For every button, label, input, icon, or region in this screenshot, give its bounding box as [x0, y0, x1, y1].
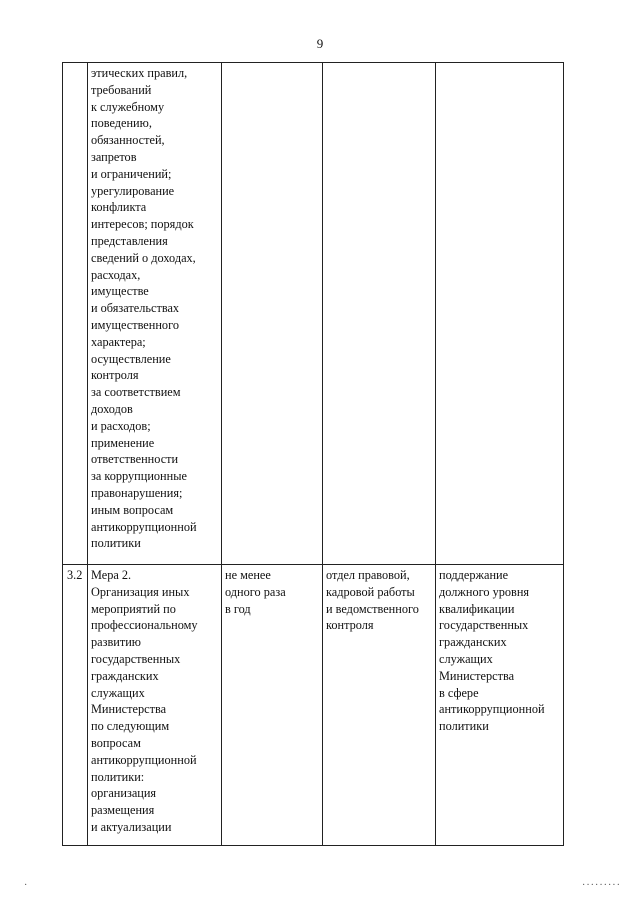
- table-row: [63, 63, 564, 565]
- measure-cell: [88, 565, 222, 846]
- executor-text: отдел правовой, кадровой работы и ведомственного контроля: [326, 568, 419, 633]
- measure-text: этических правил, требований к служебному поведению, обязанностей, запретов и ограничений; урегулирование конфликта интересов; порядок представления сведений о доходах, расходах, имуществе и обязательствах имущественного характера; осуществление контроля за соответствием доходов и расходов; применение ответственности за коррупционные правонарушения; иным вопросам антикоррупционной политики: [91, 66, 197, 551]
- scan-mark: ·: [24, 880, 28, 891]
- row-number: 3.2: [67, 568, 83, 582]
- result-cell: [436, 63, 564, 565]
- term-cell: [222, 565, 323, 846]
- term-cell: [222, 63, 323, 565]
- table-row: [63, 565, 564, 846]
- term-text: не менее одного раза в год: [225, 568, 286, 616]
- measure-cell: [88, 63, 222, 565]
- executor-cell: [323, 63, 436, 565]
- measures-table: [62, 62, 564, 846]
- result-text: поддержание должного уровня квалификации государственных гражданских служащих Министерства в сфере антикоррупционной политики: [439, 568, 545, 734]
- row-number-cell: [63, 63, 88, 565]
- result-cell: [436, 565, 564, 846]
- executor-cell: [323, 565, 436, 846]
- scan-mark: ·········: [582, 880, 621, 891]
- page-number: 9: [316, 36, 324, 51]
- row-number-cell: [63, 565, 88, 846]
- measure-text: Мера 2. Организация иных мероприятий по профессиональному развитию государственных гражданских служащих Министерства по следующим вопросам антикоррупционной политики: организация размещения и актуализации: [91, 568, 198, 834]
